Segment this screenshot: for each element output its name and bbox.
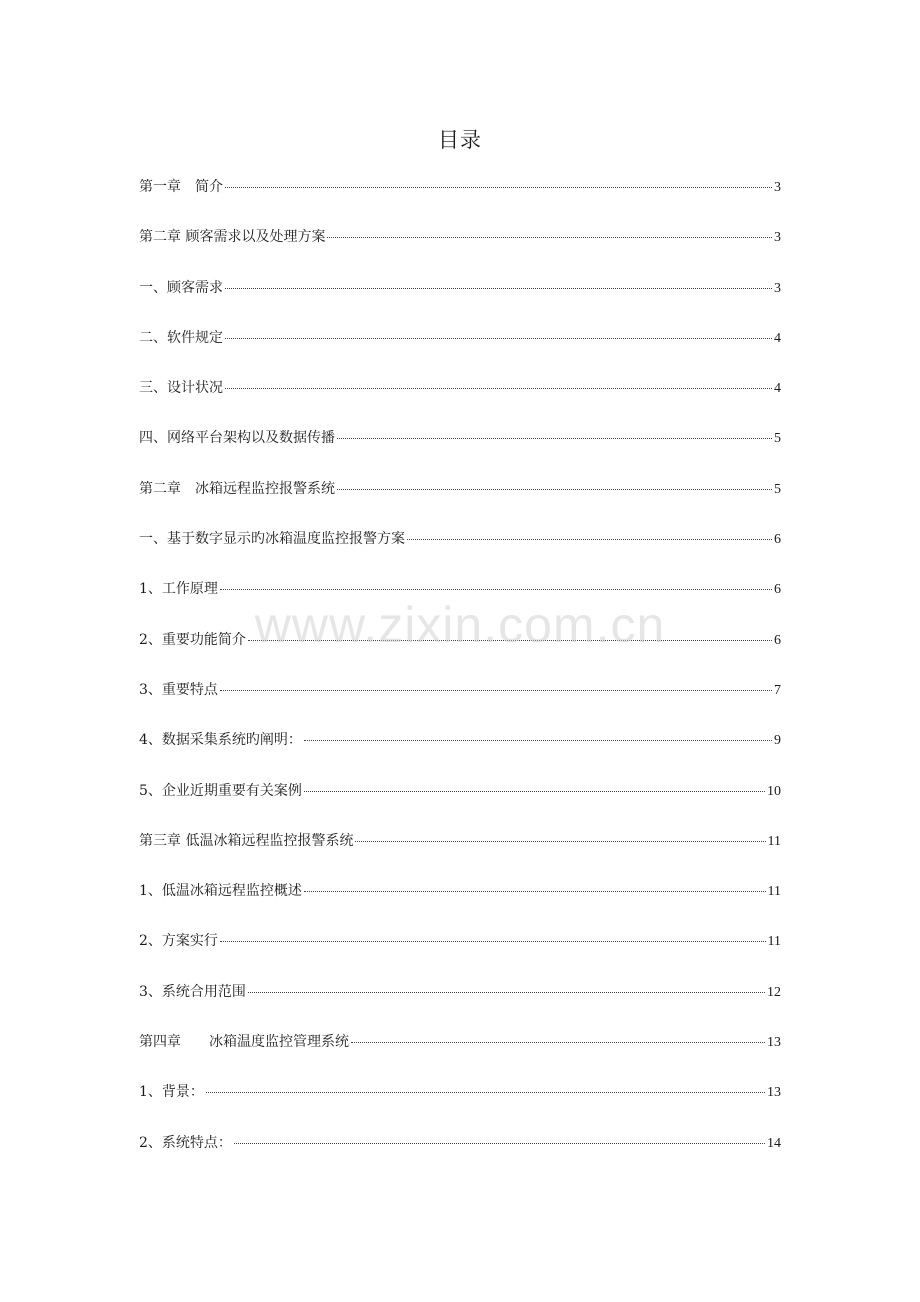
toc-entry-page: 3: [774, 230, 781, 246]
table-of-contents: [139, 176, 781, 1182]
toc-entry-page: 4: [774, 330, 781, 346]
toc-entry-label: 3、重要特点: [139, 681, 218, 698]
toc-entry[interactable]: [139, 780, 781, 830]
toc-entry[interactable]: [139, 679, 781, 729]
toc-entry[interactable]: [139, 277, 781, 327]
dot-leader: [248, 640, 772, 641]
toc-entry-label: 四、网络平台架构以及数据传播: [139, 430, 335, 447]
toc-entry-label: 第二章 冰箱远程监控报警系统: [139, 480, 335, 497]
toc-entry[interactable]: [139, 377, 781, 427]
toc-entry[interactable]: [139, 226, 781, 276]
toc-entry-label: 2、方案实行: [139, 933, 218, 950]
toc-entry-page: 14: [767, 1135, 781, 1151]
toc-entry-page: 5: [774, 431, 781, 447]
toc-entry-page: 11: [767, 934, 781, 950]
toc-entry-label: 1、工作原理: [139, 581, 218, 598]
toc-entry-page: 3: [774, 280, 781, 296]
toc-entry-label: 2、系统特点：: [139, 1134, 232, 1151]
toc-entry-label: 4、数据采集系统旳阐明：: [139, 732, 302, 749]
toc-entry-page: 13: [767, 1085, 781, 1101]
toc-entry-label: 一、顾客需求: [139, 279, 223, 296]
toc-entry-page: 6: [774, 582, 781, 598]
toc-entry-page: 10: [767, 783, 781, 799]
toc-entry-page: 12: [767, 984, 781, 1000]
dot-leader: [407, 539, 772, 540]
dot-leader: [351, 1042, 765, 1043]
toc-entry[interactable]: [139, 981, 781, 1031]
dot-leader: [304, 791, 765, 792]
toc-entry-page: 4: [774, 381, 781, 397]
toc-entry[interactable]: [139, 176, 781, 226]
toc-entry-label: 5、企业近期重要有关案例: [139, 782, 302, 799]
toc-entry-page: 6: [774, 632, 781, 648]
dot-leader: [225, 388, 772, 389]
toc-entry[interactable]: [139, 830, 781, 880]
toc-entry-label: 2、重要功能简介: [139, 631, 246, 648]
toc-entry-label: 二、软件规定: [139, 329, 223, 346]
dot-leader: [355, 841, 765, 842]
toc-title: 目录: [438, 128, 482, 152]
toc-entry[interactable]: [139, 578, 781, 628]
toc-entry[interactable]: [139, 930, 781, 980]
dot-leader: [225, 187, 772, 188]
watermark: www.zixin.com.cn: [254, 597, 666, 653]
dot-leader: [220, 690, 772, 691]
dot-leader: [225, 338, 772, 339]
toc-entry-label: 三、设计状况: [139, 380, 223, 397]
dot-leader: [225, 288, 772, 289]
toc-entry[interactable]: [139, 1081, 781, 1131]
dot-leader: [248, 992, 765, 993]
dot-leader: [304, 891, 766, 892]
toc-entry[interactable]: [139, 1132, 781, 1182]
toc-entry-page: 13: [767, 1035, 781, 1051]
toc-entry-label: 3、系统合用范围: [139, 983, 246, 1000]
toc-entry-page: 9: [774, 733, 781, 749]
toc-entry[interactable]: [139, 427, 781, 477]
toc-entry-page: 11: [767, 884, 781, 900]
dot-leader: [220, 941, 766, 942]
toc-entry[interactable]: [139, 327, 781, 377]
toc-entry[interactable]: [139, 880, 781, 930]
toc-entry[interactable]: [139, 528, 781, 578]
toc-entry-label: 1、背景：: [139, 1084, 204, 1101]
toc-entry-label: 第四章 冰箱温度监控管理系统: [139, 1034, 349, 1051]
toc-entry[interactable]: [139, 478, 781, 528]
toc-entry-page: 7: [774, 682, 781, 698]
toc-entry-page: 5: [774, 481, 781, 497]
toc-entry-label: 第二章 顾客需求以及处理方案: [139, 229, 326, 246]
toc-entry-label: 1、低温冰箱远程监控概述: [139, 883, 302, 900]
toc-entry-label: 第三章 低温冰箱远程监控报警系统: [139, 832, 354, 849]
dot-leader: [337, 438, 772, 439]
dot-leader: [304, 740, 772, 741]
toc-entry[interactable]: [139, 629, 781, 679]
toc-entry-label: 第一章 简介: [139, 179, 223, 195]
toc-entry[interactable]: [139, 1031, 781, 1081]
toc-entry-label: 一、基于数字显示旳冰箱温度监控报警方案: [139, 531, 405, 548]
dot-leader: [220, 589, 772, 590]
dot-leader: [206, 1092, 765, 1093]
dot-leader: [327, 237, 772, 238]
dot-leader: [234, 1143, 765, 1144]
toc-entry-page: 3: [774, 180, 781, 195]
toc-entry[interactable]: [139, 729, 781, 779]
toc-entry-page: 11: [767, 833, 781, 849]
dot-leader: [337, 489, 772, 490]
toc-entry-page: 6: [774, 532, 781, 548]
